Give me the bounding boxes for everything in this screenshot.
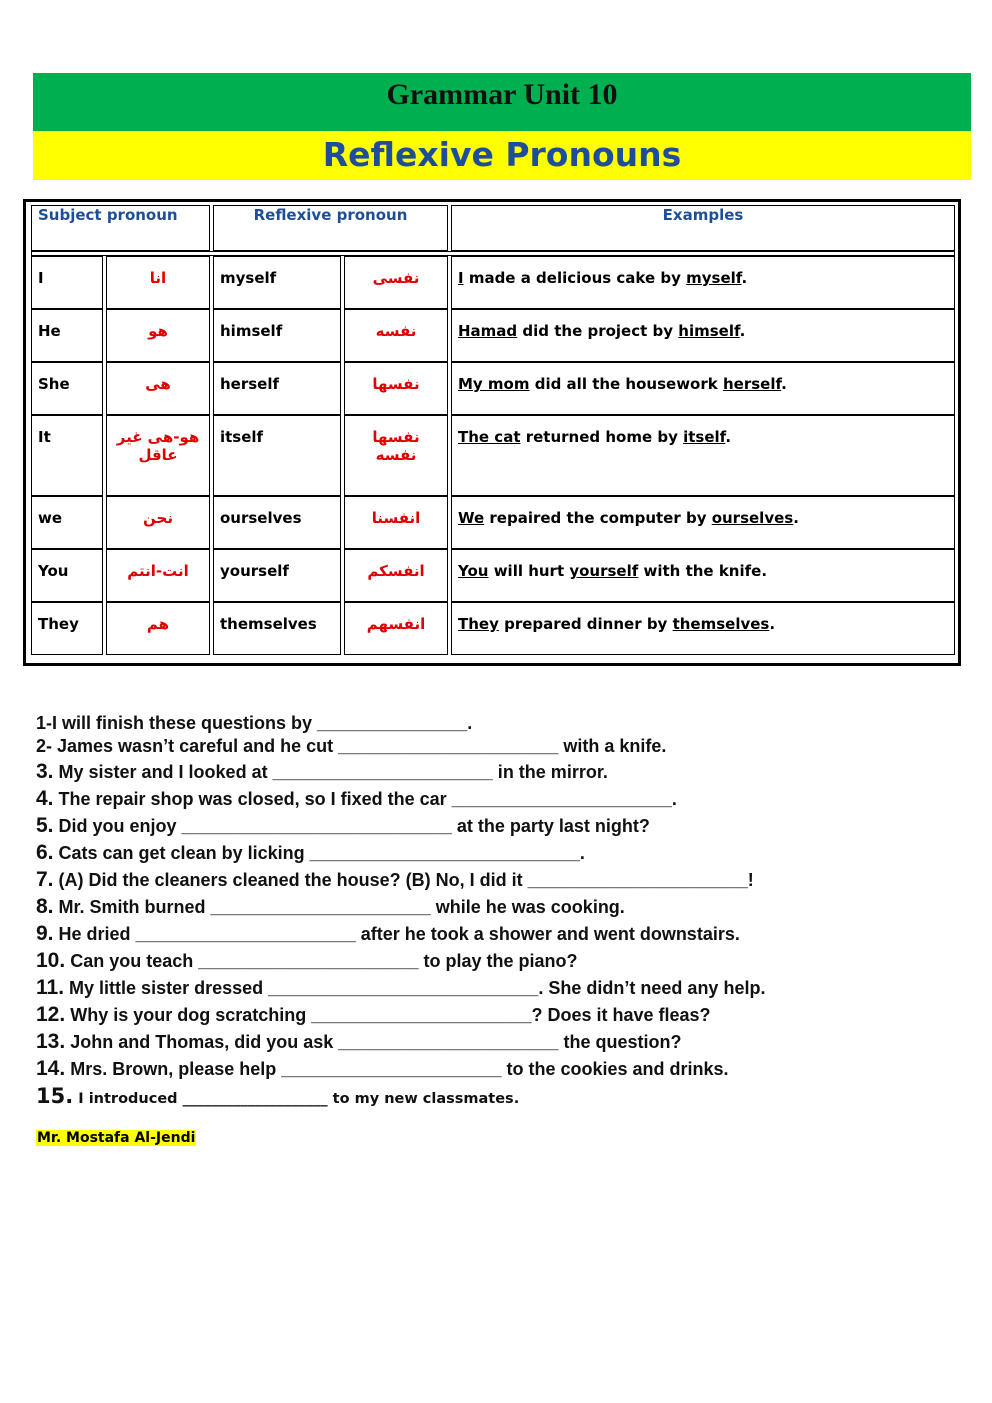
example-middle: made a delicious cake by [463, 269, 687, 287]
example-end: . [741, 269, 748, 287]
subject-pronoun-arabic: نحن [106, 496, 210, 549]
example-end: . [781, 375, 787, 393]
pronoun-table-frame [23, 199, 961, 666]
reflexive-pronoun: myself [213, 256, 341, 309]
exercise-item [36, 1082, 936, 1110]
example-middle: repaired the computer by [484, 509, 712, 527]
example-end: . [725, 428, 732, 446]
reflexive-pronoun: yourself [213, 549, 341, 602]
exercise-text: The repair shop was closed, so I fixed the car ______________________. [53, 789, 677, 809]
author-name: Mr. Mostafa Al-Jendi [37, 1130, 196, 1146]
exercise-item [36, 1055, 936, 1082]
example-sentence [451, 256, 955, 309]
exercise-text: Can you teach ______________________ to play the piano? [65, 951, 578, 971]
table-row [31, 496, 955, 549]
exercise-item [36, 758, 936, 785]
example-sentence [451, 602, 955, 655]
exercise-text: 2- James wasn’t careful and he cut ______________________ with a knife. [36, 736, 667, 756]
subject-pronoun: It [31, 415, 103, 496]
exercise-item [36, 893, 936, 920]
example-reflexive: itself [683, 428, 726, 446]
reflexive-pronoun: ourselves [213, 496, 341, 549]
unit-title: Grammar Unit 10 [386, 78, 618, 111]
reflexive-pronoun: itself [213, 415, 341, 496]
example-subject: Hamad [458, 322, 518, 340]
example-reflexive: ourselves [711, 509, 794, 527]
subject-pronoun-arabic: هى [106, 362, 210, 415]
exercise-number: 5. [36, 814, 54, 837]
exercise-item [36, 866, 936, 893]
exercise-number: 7. [36, 868, 54, 891]
table-row [31, 602, 955, 655]
exercise-list [36, 711, 936, 1110]
exercise-text: Cats can get clean by licking ___________________________. [53, 843, 585, 863]
topic-title-banner [33, 131, 971, 180]
exercise-text: Mrs. Brown, please help ______________________ to the cookies and drinks. [65, 1059, 729, 1079]
example-sentence [451, 415, 955, 496]
example-middle: will hurt [488, 562, 570, 580]
table-row [31, 549, 955, 602]
exercise-number: 3. [36, 760, 54, 783]
example-end: with the knife. [638, 562, 768, 580]
exercise-number: 13. [36, 1030, 66, 1053]
exercise-item [36, 1001, 936, 1028]
reflexive-pronoun-arabic: انفسكم [344, 549, 448, 602]
subject-pronoun: They [31, 602, 103, 655]
exercise-item [36, 920, 936, 947]
example-sentence [451, 549, 955, 602]
exercise-text: Did you enjoy ___________________________ at the party last night? [53, 816, 650, 836]
reflexive-pronoun-arabic: انفسنا [344, 496, 448, 549]
exercise-text: I introduced ____________________ to my new classmates. [73, 1091, 520, 1107]
exercise-number: 12. [36, 1003, 66, 1026]
subject-pronoun: we [31, 496, 103, 549]
unit-title-banner [33, 73, 971, 131]
exercise-item [36, 839, 936, 866]
exercise-text: My sister and I looked at ______________________ in the mirror. [53, 762, 608, 782]
example-middle: did all the housework [529, 375, 723, 393]
header-reflexive-pronoun: Reflexive pronoun [213, 205, 448, 251]
subject-pronoun-arabic: هم [106, 602, 210, 655]
example-subject: They [458, 615, 499, 633]
example-subject: We [458, 509, 485, 527]
header-subject-pronoun: Subject pronoun [31, 205, 210, 251]
exercise-item [36, 947, 936, 974]
subject-pronoun-arabic: هو-هى غير عاقل [106, 415, 210, 496]
pronoun-table [28, 205, 958, 655]
exercise-item [36, 711, 936, 734]
subject-pronoun: You [31, 549, 103, 602]
example-subject: My mom [458, 375, 530, 393]
topic-title: Reflexive Pronouns [322, 135, 682, 174]
example-reflexive: yourself [569, 562, 639, 580]
reflexive-pronoun: himself [213, 309, 341, 362]
exercise-text: Mr. Smith burned ______________________ while he was cooking. [53, 897, 625, 917]
subject-pronoun-arabic: انت-انتم [106, 549, 210, 602]
subject-pronoun-arabic: هو [106, 309, 210, 362]
example-subject: You [458, 562, 489, 580]
exercise-text: My little sister dressed ___________________________. She didn’t need any help. [64, 978, 766, 998]
example-middle: prepared dinner by [498, 615, 673, 633]
table-header-row [31, 205, 955, 251]
example-sentence [451, 496, 955, 549]
example-reflexive: myself [686, 269, 742, 287]
reflexive-pronoun-arabic: نفسها [344, 362, 448, 415]
exercise-number: 10. [36, 949, 66, 972]
example-sentence [451, 309, 955, 362]
subject-pronoun: I [31, 256, 103, 309]
reflexive-pronoun: themselves [213, 602, 341, 655]
exercise-text: 1-I will finish these questions by _______________. [36, 713, 473, 733]
example-reflexive: themselves [672, 615, 770, 633]
example-reflexive: himself [678, 322, 740, 340]
exercise-number: 9. [36, 922, 54, 945]
exercise-number: 8. [36, 895, 54, 918]
exercise-item [36, 734, 936, 758]
example-middle: did the project by [517, 322, 679, 340]
exercise-number: 6. [36, 841, 54, 864]
example-middle: returned home by [520, 428, 684, 446]
exercise-item [36, 812, 936, 839]
reflexive-pronoun-arabic: انفسهم [344, 602, 448, 655]
table-row [31, 256, 955, 309]
example-subject: I [458, 269, 464, 287]
table-row [31, 309, 955, 362]
example-end: . [793, 509, 799, 527]
exercise-text: Why is your dog scratching ______________________? Does it have fleas? [65, 1005, 711, 1025]
exercise-number: 14. [36, 1057, 66, 1080]
exercise-item [36, 785, 936, 812]
table-row [31, 415, 955, 496]
reflexive-pronoun: herself [213, 362, 341, 415]
reflexive-pronoun-arabic: نفسها نفسه [344, 415, 448, 496]
header-examples: Examples [451, 205, 955, 251]
reflexive-pronoun-arabic: نفسى [344, 256, 448, 309]
exercise-item [36, 1028, 936, 1055]
exercise-number: 11. [36, 976, 65, 999]
exercise-number: 4. [36, 787, 54, 810]
exercise-text: John and Thomas, did you ask ______________________ the question? [65, 1032, 682, 1052]
example-end: . [769, 615, 776, 633]
table-row [31, 362, 955, 415]
subject-pronoun: He [31, 309, 103, 362]
example-reflexive: herself [722, 375, 782, 393]
exercise-text: He dried ______________________ after he took a shower and went downstairs. [53, 924, 740, 944]
example-end: . [739, 322, 746, 340]
example-subject: The cat [458, 428, 521, 446]
exercise-number: 15. [36, 1084, 74, 1108]
exercise-text: (A) Did the cleaners cleaned the house? (B) No, I did it ______________________! [53, 870, 754, 890]
reflexive-pronoun-arabic: نفسه [344, 309, 448, 362]
exercise-item [36, 974, 936, 1001]
subject-pronoun: She [31, 362, 103, 415]
subject-pronoun-arabic: انا [106, 256, 210, 309]
example-sentence [451, 362, 955, 415]
